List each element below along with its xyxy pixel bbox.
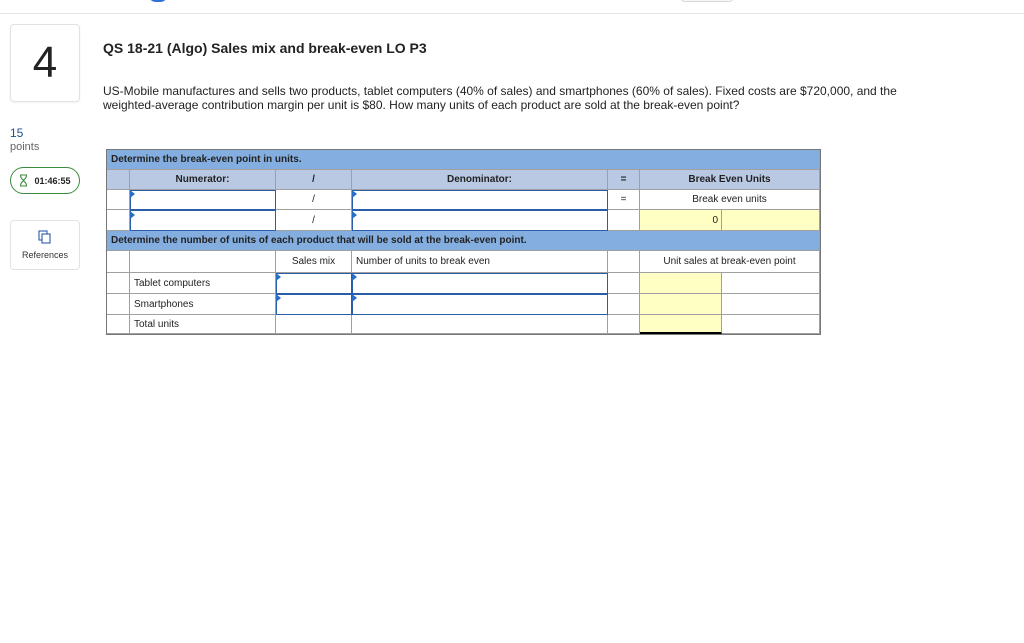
points-value: 15	[10, 126, 24, 140]
s2-header-blank2	[608, 251, 640, 273]
total-blank	[608, 315, 640, 334]
dropdown-marker	[352, 273, 357, 281]
header-numerator: Numerator:	[130, 170, 276, 190]
s2-header-blank	[107, 251, 130, 273]
header-slash: /	[276, 170, 352, 190]
points-label: points	[10, 141, 40, 153]
denominator-label-input[interactable]	[352, 190, 608, 210]
hourglass-icon	[19, 174, 28, 187]
worksheet-table	[106, 149, 821, 335]
s2-header-sales-mix: Sales mix	[276, 251, 352, 273]
question-text: US-Mobile manufactures and sells two products, tablet computers (40% of sales) and smartphones (60% of sales). Fixed costs are $720,000, and the weighted-average contribution margin per unit is $80. How many units of each product are sold at the break-even point?	[103, 84, 897, 112]
total-row-blank	[107, 315, 130, 334]
tablet-unit-sales-result	[640, 273, 722, 294]
numerator-value-input[interactable]	[130, 210, 276, 231]
tablet-units-input[interactable]	[352, 273, 608, 294]
dropdown-marker	[276, 294, 281, 302]
total-label: Total units	[130, 315, 276, 334]
tablet-row-blank	[107, 273, 130, 294]
smartphone-sales-mix-input[interactable]	[276, 294, 352, 315]
row1-equals: =	[608, 190, 640, 210]
tablet-extra	[722, 273, 820, 294]
timer-badge[interactable]	[10, 167, 80, 194]
header-blank	[107, 170, 130, 190]
smartphone-unit-sales-result	[640, 294, 722, 315]
row1-result-label: Break even units	[640, 190, 820, 210]
dropdown-marker	[352, 211, 357, 219]
total-unit-sales-result	[640, 315, 722, 334]
s2-header-unit-sales: Unit sales at break-even point	[640, 251, 820, 273]
smartphone-units-input[interactable]	[352, 294, 608, 315]
dropdown-marker	[352, 294, 357, 302]
total-units-to-break-even	[352, 315, 608, 334]
header-break-even-units: Break Even Units	[640, 170, 820, 190]
question-title: QS 18-21 (Algo) Sales mix and break-even LO P3	[103, 40, 427, 56]
s2-header-units: Number of units to break even	[352, 251, 608, 273]
top-control[interactable]	[680, 0, 734, 2]
s2-header-product	[130, 251, 276, 273]
dropdown-marker	[130, 190, 135, 198]
numerator-label-input[interactable]	[130, 190, 276, 210]
break-even-units-extra	[722, 210, 820, 231]
row1-slash: /	[276, 190, 352, 210]
denominator-value-input[interactable]	[352, 210, 608, 231]
tablet-blank	[608, 273, 640, 294]
section1-title: Determine the break-even point in units.	[107, 150, 820, 170]
dropdown-marker	[130, 211, 135, 219]
header-equals: =	[608, 170, 640, 190]
break-even-units-result: 0	[640, 210, 722, 231]
dropdown-marker	[276, 273, 281, 281]
top-bar	[0, 0, 1024, 14]
references-button[interactable]	[10, 220, 80, 270]
header-denominator: Denominator:	[352, 170, 608, 190]
row2-slash: /	[276, 210, 352, 231]
timer-text: 01:46:55	[34, 175, 71, 186]
tablet-sales-mix-input[interactable]	[276, 273, 352, 294]
row1-blank	[107, 190, 130, 210]
dropdown-marker	[352, 190, 357, 198]
references-icon	[38, 230, 52, 246]
progress-indicator	[148, 0, 168, 2]
total-extra	[722, 315, 820, 334]
row2-blank	[107, 210, 130, 231]
smartphone-row-blank	[107, 294, 130, 315]
smartphone-blank	[608, 294, 640, 315]
row2-equals-blank	[608, 210, 640, 231]
tablet-label: Tablet computers	[130, 273, 276, 294]
total-sales-mix	[276, 315, 352, 334]
question-number-box	[10, 24, 80, 102]
smartphone-extra	[722, 294, 820, 315]
question-number: 4	[32, 38, 58, 87]
references-label: References	[21, 250, 69, 260]
section2-title: Determine the number of units of each product that will be sold at the break-even point.	[107, 231, 820, 251]
smartphone-label: Smartphones	[130, 294, 276, 315]
